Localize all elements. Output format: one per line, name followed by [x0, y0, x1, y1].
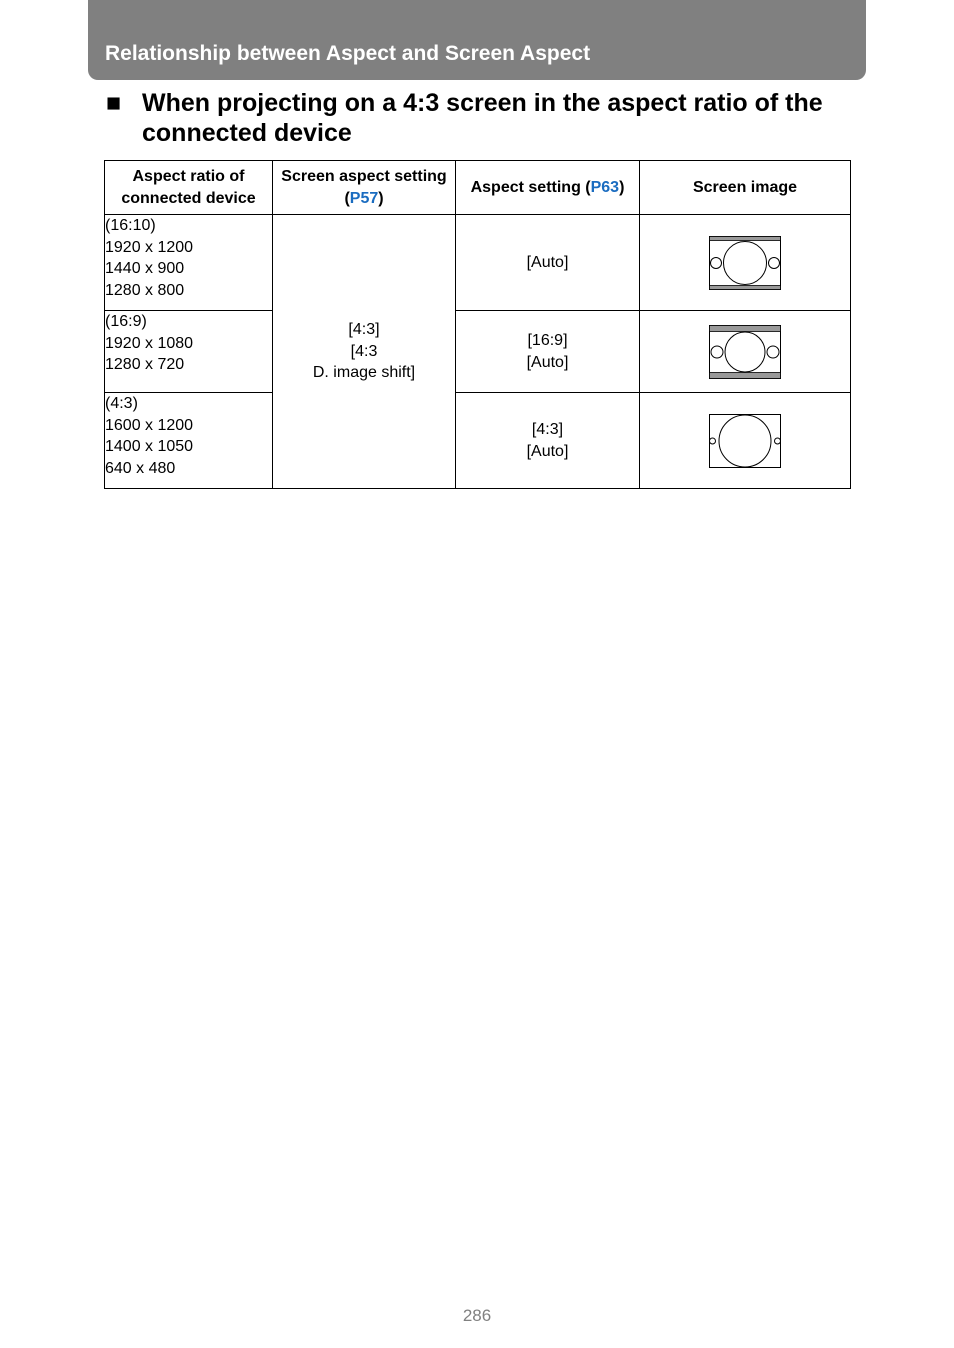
screen-aspect-line: [4:3]: [348, 321, 380, 339]
device-line: 1400 x 1050: [105, 438, 194, 455]
table-row: [105, 393, 851, 489]
device-line: 1280 x 800: [105, 281, 185, 299]
table-row: [105, 311, 851, 393]
aspect-setting-line: [Auto]: [526, 442, 569, 460]
screen-aspect-line: D. image shift]: [312, 364, 416, 382]
screen-image-cell: [640, 215, 851, 311]
col-header-screen-aspect: [273, 161, 456, 215]
aspect-setting-line: [Auto]: [526, 353, 569, 371]
aspect-setting-cell: [456, 311, 640, 393]
device-line: 640 x 480: [105, 459, 176, 477]
device-line: (16:9): [105, 313, 147, 330]
col-header-screen-image: [640, 161, 851, 215]
link-p63[interactable]: P63: [590, 178, 620, 196]
section-title: When projecting on a 4:3 screen in the aspect ratio of the connected device: [142, 89, 823, 147]
aspect-setting-line: [Auto]: [526, 253, 569, 271]
col-header-screen-image-text: Screen image: [692, 178, 798, 196]
col-header-aspect-setting-text: Aspect setting (: [470, 178, 591, 196]
link-p57[interactable]: P57: [349, 189, 379, 207]
device-line: (16:10): [105, 217, 156, 234]
screen-16-10-icon: [709, 236, 781, 290]
aspect-table: [104, 160, 851, 489]
col-header-device-text: Aspect ratio of connected device: [121, 168, 256, 207]
device-line: 1920 x 1200: [105, 238, 194, 256]
col-header-screen-aspect-text: Screen aspect setting (: [281, 168, 447, 207]
device-line: 1920 x 1080: [105, 334, 194, 352]
device-line: 1440 x 900: [105, 260, 185, 277]
col-header-aspect-setting: [456, 161, 640, 215]
square-bullet-icon: ■: [106, 89, 122, 117]
screen-16-9-icon: [709, 325, 781, 379]
device-cell: [105, 215, 273, 311]
screen-4-3-icon: [709, 414, 781, 468]
page-header: [88, 0, 866, 80]
aspect-setting-line: [16:9]: [527, 332, 568, 349]
screen-image-cell: [640, 311, 851, 393]
screen-aspect-cell: [273, 215, 456, 489]
device-line: 1280 x 720: [105, 356, 185, 373]
col-header-device: [105, 161, 273, 215]
screen-image-cell: [640, 393, 851, 489]
section-heading: [106, 88, 866, 148]
table-header-row: [105, 161, 851, 215]
aspect-setting-line: [4:3]: [531, 421, 564, 438]
col-header-screen-aspect-close: ): [378, 189, 384, 207]
device-line: 1600 x 1200: [105, 416, 194, 434]
device-line: (4:3): [105, 395, 138, 412]
table-row: [105, 215, 851, 311]
aspect-setting-cell: [456, 215, 640, 311]
col-header-aspect-setting-close: ): [619, 178, 625, 196]
screen-aspect-line: [4:3: [350, 342, 378, 360]
device-cell: [105, 311, 273, 393]
page-number: 286: [462, 1306, 492, 1325]
device-cell: [105, 393, 273, 489]
header-title: Relationship between Aspect and Screen Aspect: [105, 42, 591, 65]
aspect-setting-cell: [456, 393, 640, 489]
